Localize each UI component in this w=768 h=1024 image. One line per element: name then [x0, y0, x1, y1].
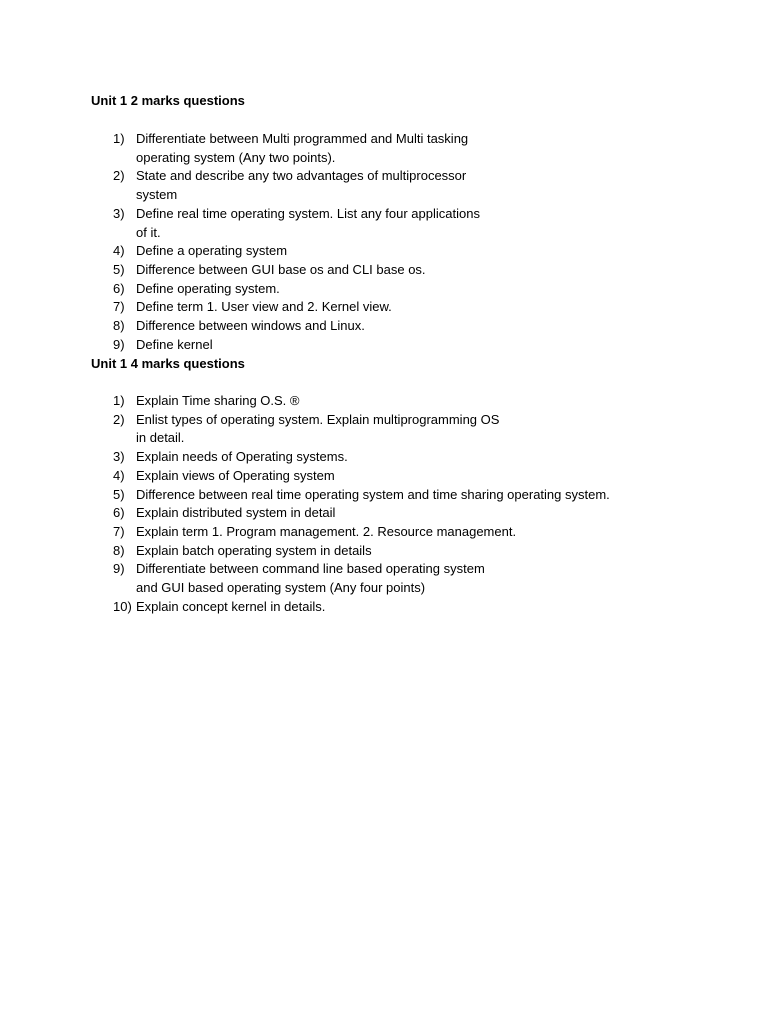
question-number: 2)	[113, 168, 125, 184]
question-item	[113, 280, 480, 299]
question-text	[136, 261, 426, 280]
question-text-line: Difference between GUI base os and CLI base os.	[136, 261, 426, 277]
question-text	[136, 392, 299, 411]
question-text-line: Explain concept kernel in details.	[136, 598, 326, 614]
question-text	[136, 542, 372, 561]
question-list-2-marks	[113, 130, 480, 354]
question-text-line: Explain term 1. Program management. 2. Resource management.	[136, 523, 517, 539]
question-text	[136, 598, 325, 617]
question-number: 2)	[113, 411, 125, 427]
question-number: 7)	[113, 299, 125, 315]
question-item	[113, 261, 480, 280]
question-text-line: system	[136, 187, 178, 203]
question-text	[136, 336, 213, 355]
question-number: 5)	[113, 261, 125, 277]
question-text-line: Define kernel	[136, 336, 213, 352]
question-item	[113, 411, 610, 448]
question-item	[113, 523, 610, 542]
question-text	[136, 298, 392, 317]
question-number: 6)	[113, 505, 125, 521]
section-heading-2-marks: Unit 1 2 marks questions	[91, 93, 245, 108]
question-number: 7)	[113, 523, 125, 539]
question-text	[136, 486, 610, 505]
question-item	[113, 336, 480, 355]
question-text-line: Explain needs of Operating systems.	[136, 449, 348, 465]
question-text-line: Define a operating system	[136, 243, 288, 259]
question-text-line: Define real time operating system. List any four applications	[136, 205, 480, 221]
question-text-line: Difference between real time operating system and time sharing operating system.	[136, 486, 610, 502]
question-number: 9)	[113, 336, 125, 352]
question-number: 3)	[113, 205, 125, 221]
question-text-line: Differentiate between Multi programmed and Multi tasking	[136, 131, 469, 146]
section-heading-4-marks: Unit 1 4 marks questions	[91, 356, 245, 371]
question-text	[136, 280, 280, 299]
question-text	[136, 242, 287, 261]
question-number: 6)	[113, 280, 125, 296]
question-text-line: Explain Time sharing O.S. ®	[136, 393, 300, 408]
question-item	[113, 317, 480, 336]
question-item	[113, 392, 610, 411]
question-item	[113, 560, 610, 597]
question-number: 8)	[113, 542, 125, 558]
question-number: 1)	[113, 393, 125, 408]
question-item	[113, 598, 610, 617]
question-text	[136, 560, 485, 597]
question-text-line: Explain batch operating system in details	[136, 542, 372, 558]
question-text	[136, 317, 365, 336]
question-item	[113, 504, 610, 523]
question-item	[113, 542, 610, 561]
question-number: 3)	[113, 449, 125, 465]
question-text-line: and GUI based operating system (Any four points)	[136, 580, 426, 596]
question-text-line: of it.	[136, 224, 161, 240]
question-text-line: Difference between windows and Linux.	[136, 318, 365, 334]
question-item	[113, 448, 610, 467]
question-item	[113, 486, 610, 505]
question-item	[113, 467, 610, 486]
question-number: 9)	[113, 561, 125, 577]
question-text	[136, 467, 335, 486]
question-number: 10)	[113, 598, 132, 614]
question-text-line: Define term 1. User view and 2. Kernel view.	[136, 299, 392, 315]
question-text-line: Explain views of Operating system	[136, 467, 335, 483]
question-text	[136, 130, 468, 167]
question-item	[113, 205, 480, 242]
question-number: 1)	[113, 131, 125, 146]
question-item	[113, 130, 480, 167]
question-number: 5)	[113, 486, 125, 502]
question-item	[113, 167, 480, 204]
question-item	[113, 298, 480, 317]
question-text-line: Define operating system.	[136, 280, 280, 296]
question-text-line: State and describe any two advantages of multiprocessor	[136, 168, 467, 184]
question-text	[136, 523, 516, 542]
question-number: 8)	[113, 318, 125, 334]
question-text-line: in detail.	[136, 430, 185, 446]
question-text-line: operating system (Any two points).	[136, 149, 336, 165]
question-item	[113, 242, 480, 261]
question-text	[136, 504, 335, 523]
question-text-line: Enlist types of operating system. Explain multiprogramming OS	[136, 411, 500, 427]
question-text-line: Explain distributed system in detail	[136, 505, 336, 521]
question-text-line: Differentiate between command line based operating system	[136, 561, 485, 577]
question-text	[136, 411, 499, 448]
question-text	[136, 448, 348, 467]
question-list-4-marks	[113, 392, 610, 616]
question-text	[136, 205, 480, 242]
question-number: 4)	[113, 243, 125, 259]
question-number: 4)	[113, 467, 125, 483]
question-text	[136, 167, 466, 204]
